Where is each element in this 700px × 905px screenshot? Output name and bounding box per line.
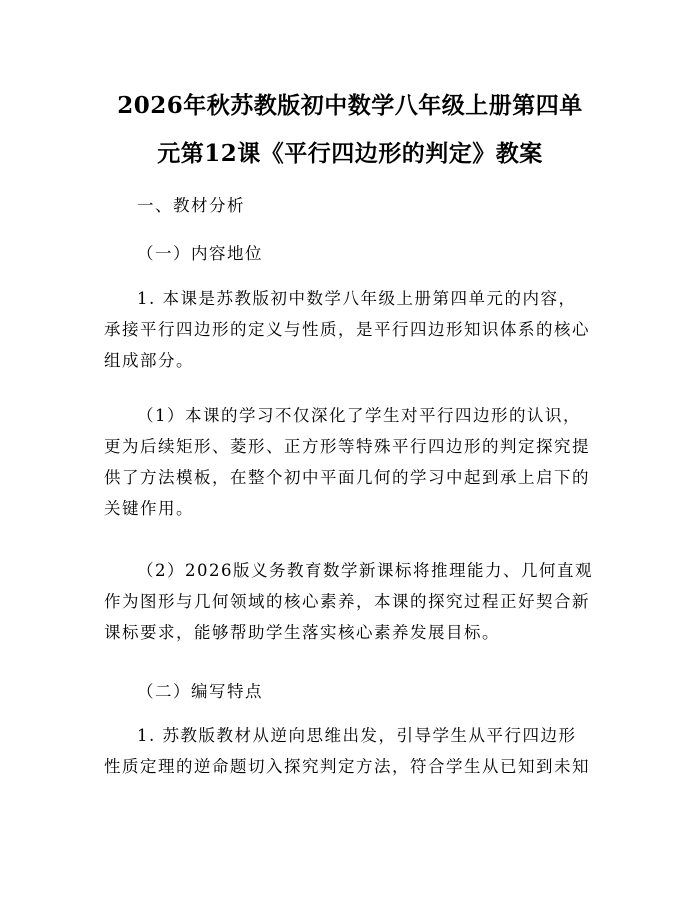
paragraph-4 <box>104 720 604 782</box>
paragraph-line: 承接平行四边形的定义与性质，是平行四边形知识体系的核心 <box>104 320 590 339</box>
paragraph-line: （2）2026版义务教育数学新课标将推理能力、几何直观 <box>137 561 593 580</box>
document-title-line-1: 2026年秋苏教版初中数学八年级上册第四单 <box>117 92 583 119</box>
paragraph-line: 更为后续矩形、菱形、正方形等特殊平行四边形的判定探究提 <box>104 437 590 456</box>
paragraph-line: 组成部分。 <box>104 351 194 370</box>
paragraph-line: （1）本课的学习不仅深化了学生对平行四边形的认识， <box>137 406 581 425</box>
paragraph-line: 作为图形与几何领域的核心素养，本课的探究过程正好契合新 <box>104 592 590 611</box>
paragraph-1 <box>104 283 604 376</box>
paragraph-line: 性质定理的逆命题切入探究判定方法，符合学生从已知到未知 <box>104 757 590 776</box>
subsection-heading-writing-features <box>104 676 604 707</box>
paragraph-line: 课标要求，能够帮助学生落实核心素养发展目标。 <box>104 623 500 642</box>
paragraph-3 <box>104 555 604 648</box>
paragraph-line: 1. 本课是苏教版初中数学八年级上册第四单元的内容， <box>137 289 577 308</box>
heading-text: （二）编写特点 <box>137 682 263 701</box>
paragraph-2 <box>104 400 604 524</box>
paragraph-line: 关键作用。 <box>104 499 194 518</box>
document-title-line-2: 元第12课《平行四边形的判定》教案 <box>157 140 543 167</box>
section-heading-analysis <box>104 190 604 221</box>
heading-text: （一）内容地位 <box>137 244 263 263</box>
subsection-heading-content-position <box>104 238 604 269</box>
paragraph-line: 1. 苏教版教材从逆向思维出发，引导学生从平行四边形 <box>137 726 577 745</box>
heading-text: 一、教材分析 <box>137 196 245 215</box>
paragraph-line: 供了方法模板，在整个初中平面几何的学习中起到承上启下的 <box>104 468 590 487</box>
